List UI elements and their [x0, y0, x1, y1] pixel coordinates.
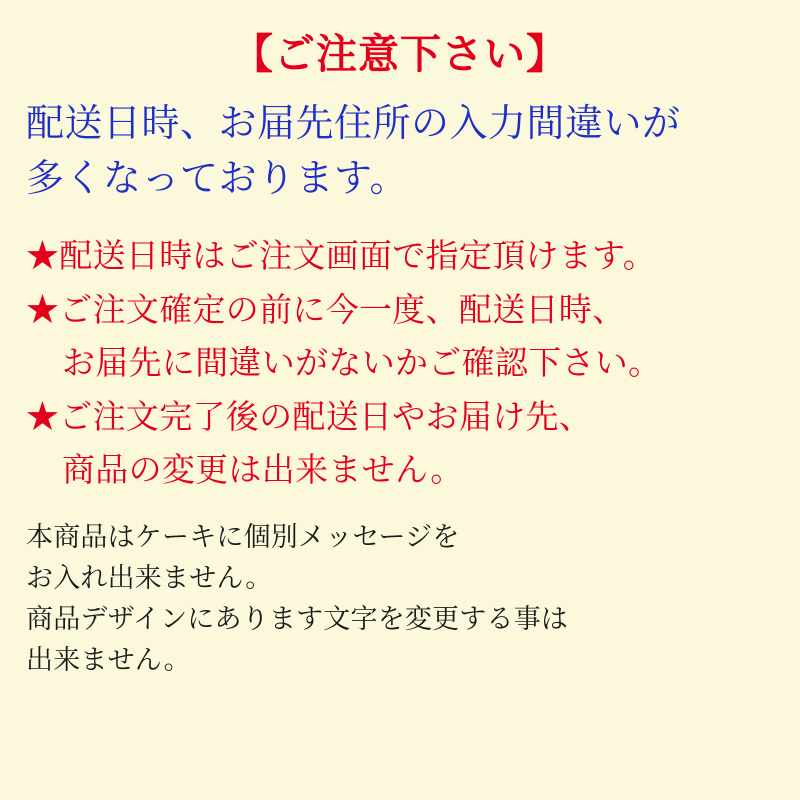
notice-footer-line: 商品デザインにあります文字を変更する事は — [26, 603, 569, 634]
notice-title: 【ご注意下さい】 — [232, 31, 568, 77]
notice-footer-paragraph — [26, 517, 774, 681]
notice-footer-line: お入れ出来ません。 — [26, 562, 273, 593]
notice-footer-line: 出来ません。 — [26, 644, 191, 675]
notice-blue-line: 多くなっております。 — [26, 158, 408, 201]
notice-red-line: ★ご注文完了後の配送日やお届け先、 — [26, 397, 593, 435]
notice-red-line: ★配送日時はご注文画面で指定頂けます。 — [26, 237, 657, 275]
notice-blue-paragraph — [26, 97, 774, 207]
notice-red-line: お届先に間違いがないかご確認下さい。 — [62, 344, 662, 382]
notice-footer-line: 本商品はケーキに個別メッセージを — [26, 521, 460, 552]
notice-red-paragraph — [26, 229, 774, 496]
notice-blue-line: 配送日時、お届先住所の入力間違いが — [26, 103, 681, 146]
notice-red-line: ★ご注文確定の前に今一度、配送日時、 — [26, 290, 626, 328]
notice-red-line: 商品の変更は出来ません。 — [62, 451, 464, 489]
